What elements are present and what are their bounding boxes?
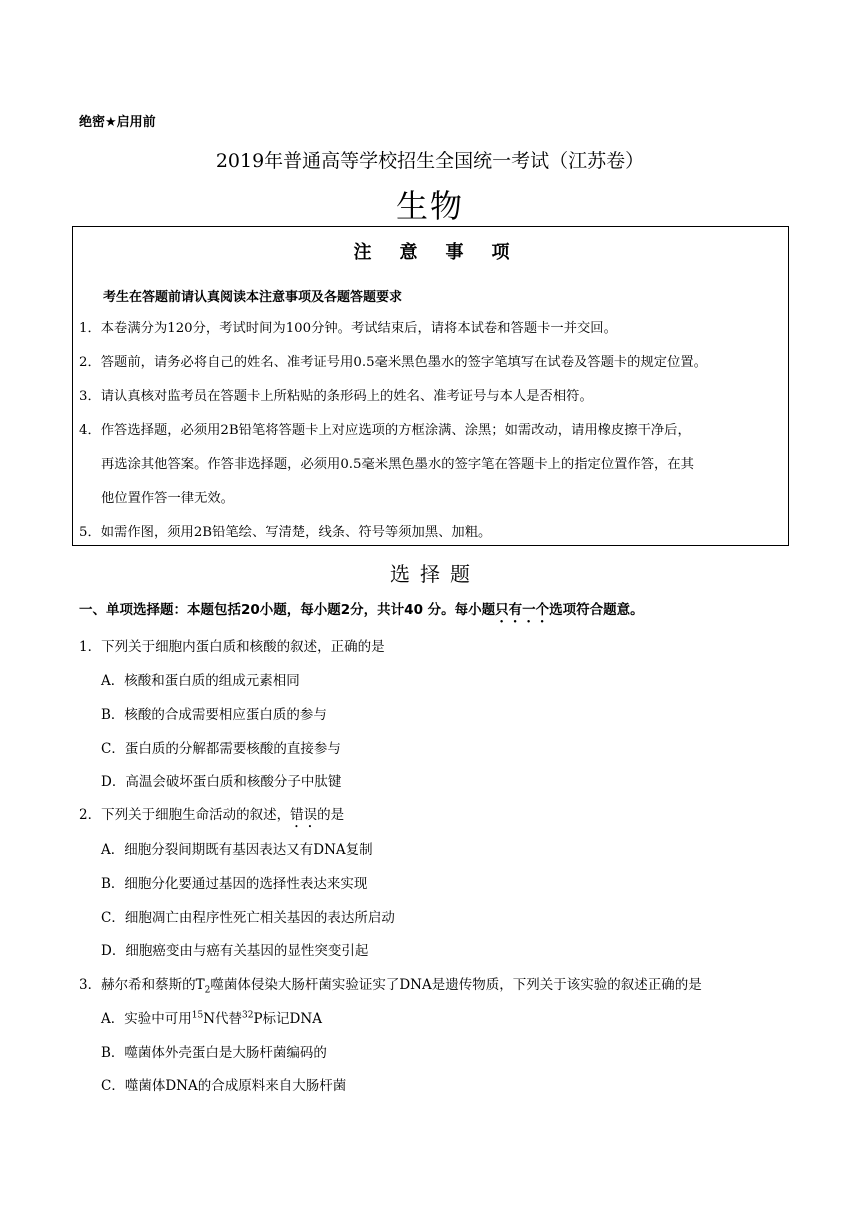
subject-title: 生物 [395,187,464,225]
notice-item: 2．答题前，请务必将自己的姓名、准考证号用0.5毫米黑色墨水的签字笔填写在试卷及答题卡的规定位置。 [79,355,707,370]
notice-item-continuation: 他位置作答一律无效。 [101,491,234,506]
question-option: D．细胞癌变由与癌有关基因的显性突变引起 [101,943,369,959]
section-title-char: 题 [450,562,470,586]
question-stem: 1．下列关于细胞内蛋白质和核酸的叙述，正确的是 [79,639,385,655]
question-option: C．噬菌体DNA的合成原料来自大肠杆菌 [101,1078,347,1094]
section-title [0,558,860,587]
notice-box [72,226,789,546]
notice-item: 3．请认真核对监考员在答题卡上所粘贴的条形码上的姓名、准考证号与本人是否相符。 [79,389,593,404]
question-option: B．噬菌体外壳蛋白是大肠杆菌编码的 [101,1045,327,1061]
question-option: B．核酸的合成需要相应蛋白质的参与 [101,707,327,723]
notice-item: 4．作答选择题，必须用2B铅笔将答题卡上对应选项的方框涂满、涂黑；如需改动，请用橡皮擦干净后， [79,423,691,438]
question-option: A．细胞分裂间期既有基因表达又有DNA复制 [101,842,373,858]
notice-intro: 考生在答题前请认真阅读本注意事项及各题答题要求 [103,290,403,305]
section-title-char: 择 [420,562,440,586]
question-option: C．细胞凋亡由程序性死亡相关基因的表达所启动 [101,910,395,926]
question-option: A．实验中可用$^{15}$N代替$^{32}$P标记DNA [101,1010,322,1027]
notice-title [73,238,790,264]
exam-title: 2019年普通高等学校招生全国统一考试（江苏卷） [215,150,645,172]
notice-title-char: 意 [399,242,418,263]
secret-mark: 绝密★启用前 [79,115,156,130]
notice-title-char: 项 [491,242,510,263]
emphasis-text: 错误 [290,807,318,823]
part-heading: 一、单项选择题：本题包括20小题，每小题2分，共计40 分。每小题只有一个选项符合题意。 [79,602,644,618]
question-option: B．细胞分化要通过基因的选择性表达来实现 [101,876,368,892]
notice-item: 5．如需作图，须用2B铅笔绘、写清楚，线条、符号等须加黑、加粗。 [79,525,492,540]
notice-item-continuation: 再选涂其他答案。作答非选择题，必须用0.5毫米黑色墨水的签字笔在答题卡上的指定位置作答，在其 [101,457,694,472]
notice-item: 1．本卷满分为120分，考试时间为100分钟。考试结束后，请将本试卷和答题卡一并交回。 [79,321,617,336]
notice-title-char: 事 [445,242,464,263]
question-option: D．高温会破坏蛋白质和核酸分子中肽键 [101,774,342,790]
notice-title-char: 注 [353,242,372,263]
question-option: A．核酸和蛋白质的组成元素相同 [101,673,300,689]
emphasis-text: 只有一个 [495,602,550,618]
section-title-char: 选 [390,562,410,586]
question-option: C．蛋白质的分解都需要核酸的直接参与 [101,741,341,757]
question-stem: 3．赫尔希和蔡斯的$T_2$噬菌体侵染大肠杆菌实验证实了DNA是遗传物质，下列关于该实验的叙述正确的是 [79,977,702,996]
question-stem: 2．下列关于细胞生命活动的叙述，错误的是 [79,807,345,823]
